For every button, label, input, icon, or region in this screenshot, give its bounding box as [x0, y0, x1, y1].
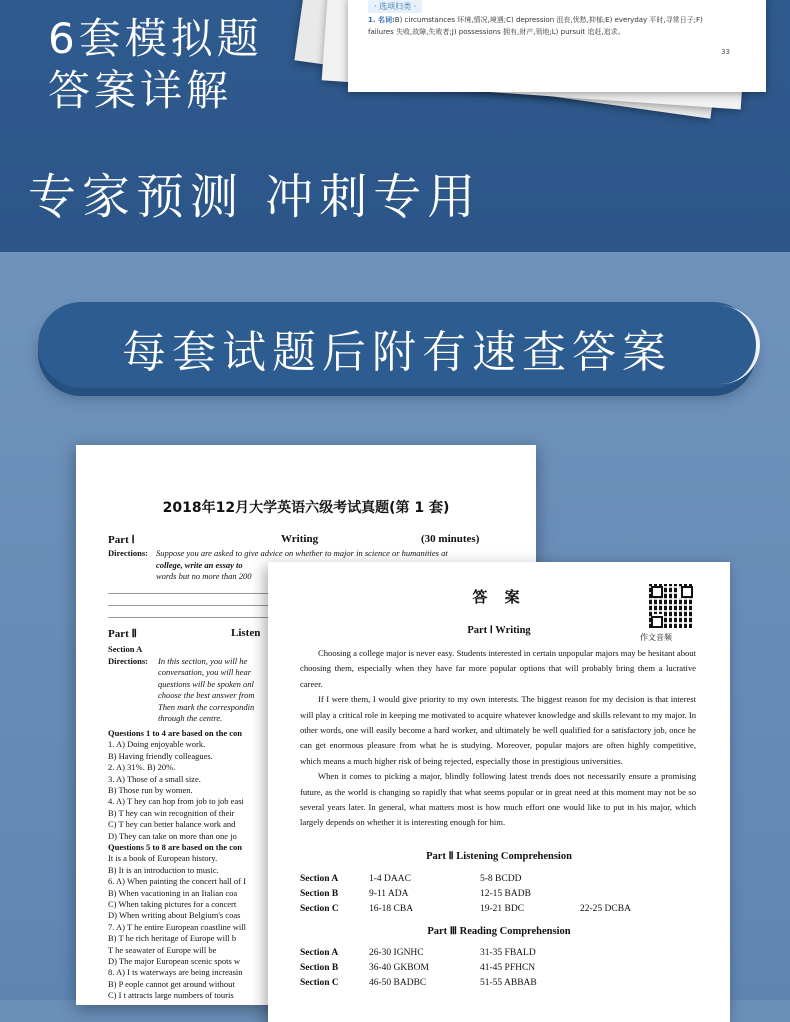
exam-line: B) Those run by women.: [108, 785, 193, 795]
exam-line: T he seawater of Europe will be: [108, 944, 217, 955]
preview-page-number: 33: [721, 48, 730, 56]
answer-cell: 41-45 PFHCN: [480, 963, 536, 973]
exam-line: B) It is an introduction to music.: [108, 864, 219, 875]
answer-row: [300, 948, 536, 958]
part3-heading: Part Ⅲ Reading Comprehension: [427, 926, 571, 937]
section-a-label: Section A: [108, 644, 143, 654]
essay-paragraph-1: Choosing a college major is never easy. Students interested in certain unpopular majors may be hesitant about choosing them, especially when they have far more popular options that will probably bring them a lucrative career.: [300, 648, 696, 689]
exam-line: 8. A) I ts waterways are being increasin: [108, 967, 243, 978]
dir2-line-1: In this section, you will he: [158, 655, 248, 666]
qr-code-icon[interactable]: [649, 584, 693, 628]
exam-line: C) I t attracts large numbers of touris: [108, 990, 234, 1001]
part2-label: Part Ⅱ: [108, 628, 137, 640]
exam-line: B) Having friendly colleagues.: [108, 750, 213, 761]
exam-line: D) The major European scenic spots w: [108, 956, 241, 966]
answer-cell: 26-30 IGNHC: [369, 948, 424, 958]
qr-code-label: 作文音频: [640, 633, 672, 642]
exam-line: B) T hey can win recognition of their: [108, 807, 235, 818]
exam-line: 3. A) Those of a small size.: [108, 773, 201, 784]
exam-line: 4. A) T hey can hop from job to job easi: [108, 796, 244, 807]
part1-heading: Part Ⅰ Writing: [467, 625, 531, 636]
answer-title: 答 案: [472, 588, 526, 606]
answer-row: [300, 904, 631, 914]
exam-line: 6. A) When painting the concert hall of I: [108, 876, 246, 887]
dir2-label: Directions:: [108, 655, 148, 666]
answer-cell: 1-4 DAAC: [369, 874, 411, 884]
exam-line: 1. A) Doing enjoyable work.: [108, 739, 206, 750]
exam-line: D) They can take on more than one jo: [108, 830, 237, 841]
answer-row: [300, 874, 522, 884]
hero-line-2: 答案详解: [48, 66, 233, 115]
exam-title: 2018年12月大学英语六级考试真题(第 1 套): [162, 500, 450, 516]
essay: [300, 646, 696, 831]
answer-row-label: Section C: [300, 904, 339, 914]
preview-page: [348, 0, 766, 92]
directions-line-3: words but no more than 200: [156, 571, 252, 581]
answer-cell: 12-15 BADB: [480, 889, 531, 899]
part1-time: (30 minutes): [421, 533, 480, 545]
exam-line: B) P eople cannot get around without: [108, 978, 235, 989]
exam-line: It is a book of European history.: [108, 853, 218, 864]
answer-row: [300, 963, 536, 973]
answer-cell: 51-55 ABBAB: [480, 978, 537, 988]
part1-label: Part Ⅰ: [108, 534, 135, 546]
answer-row-label: Section A: [300, 948, 339, 958]
part1-name: Writing: [281, 533, 319, 545]
exam-line: B) T he rich heritage of Europe will b: [108, 933, 237, 944]
answer-row: [300, 889, 531, 899]
part2-name: Listen: [231, 627, 261, 639]
dir2-line-5: Then mark the correspondin: [158, 701, 255, 712]
answer-cell: 9-11 ADA: [369, 889, 409, 899]
preview-text-prefix: 1. 名词:: [368, 16, 395, 24]
answer-cell: 5-8 BCDD: [480, 874, 522, 884]
exam-line: B) When vacationing in an Italian coa: [108, 887, 238, 898]
exam-line: Questions 5 to 8 are based on the con: [108, 842, 242, 852]
answer-cell: 22-25 DCBA: [580, 904, 631, 914]
dir2-line-2: conversation, you will hear: [158, 667, 252, 677]
exam-line: 7. A) T he entire European coastline will: [108, 921, 247, 932]
part2-heading: Part Ⅱ Listening Comprehension: [426, 851, 572, 862]
banner-text: 每套试题后附有速查答案: [122, 327, 672, 378]
hero-line-3: 专家预测 冲刺专用: [28, 169, 482, 225]
preview-text: [368, 14, 728, 38]
answer-row-label: Section A: [300, 874, 339, 884]
exam-line: D) When writing about Belgium's coas: [108, 910, 241, 921]
answer-cell: 31-35 FBALD: [480, 948, 536, 958]
directions-label: Directions:: [108, 548, 148, 558]
directions-line-2: college, write an essay to: [156, 559, 243, 570]
answer-row-label: Section B: [300, 963, 339, 973]
hero-line-1: 6套模拟题: [48, 14, 263, 63]
answer-row-label: Section B: [300, 889, 339, 899]
exam-line: C) When taking pictures for a concert: [108, 899, 237, 909]
dir2-line-3: questions will be spoken onl: [158, 678, 254, 689]
dir2-line-4: choose the best answer from: [158, 690, 255, 700]
directions-line-1: Suppose you are asked to give advice on whether to major in science or humanities at: [156, 548, 448, 558]
answer-row: [300, 978, 537, 988]
answer-cell: 19-21 BDC: [480, 904, 525, 914]
exam-line: Questions 1 to 4 are based on the con: [108, 728, 242, 738]
exam-line: 2. A) 31%. B) 20%.: [108, 762, 176, 773]
banner: [38, 302, 756, 388]
essay-paragraph-2: If I were them, I would give priority to my own interests. The biggest reason for my decision is that interest will play a critical role in keeping me motivated to acquire whatever knowledge and skills relevant to my major. In other words, one will easily become a hard worker, and ultimately be well qualified for a satisfactory job, once he can get enormous pleasure from what he is studying. Moreover, popular majors are often highly competitive, which means a much higher risk of being rejected, especially those in prestigious universities.: [300, 694, 696, 766]
answer-cell: 46-50 BADBC: [369, 978, 427, 988]
answer-paper: [268, 562, 730, 1022]
preview-tag: · 选项归类 ·: [368, 0, 422, 13]
exam-line: C) T hey can better balance work and: [108, 819, 236, 830]
answer-cell: 36-40 GKBOM: [369, 963, 429, 973]
answer-row-label: Section C: [300, 978, 339, 988]
essay-paragraph-3: When it comes to picking a major, blindly following latest trends does not necessarily ensure a promising future, as the world is changing so rapidly that what seems popular or in great need at this moment may not be so several years later. In general, what matters most is how much effort one would like to put in his major, which largely depends on whether it is interesting enough for him.: [300, 771, 696, 828]
preview-text-body: B) circumstances 环境,情况,境遇;C) depression 沮丧,忧愁,抑郁;E) everyday 平时,寻常日子;F) failures 失败,故障,失败者;J) possessions 拥有,财产,领地;L) pursuit 追赶,追求。: [368, 16, 703, 36]
dir2-line-6: through the centre.: [158, 713, 223, 723]
answer-cell: 16-18 CBA: [369, 904, 414, 914]
